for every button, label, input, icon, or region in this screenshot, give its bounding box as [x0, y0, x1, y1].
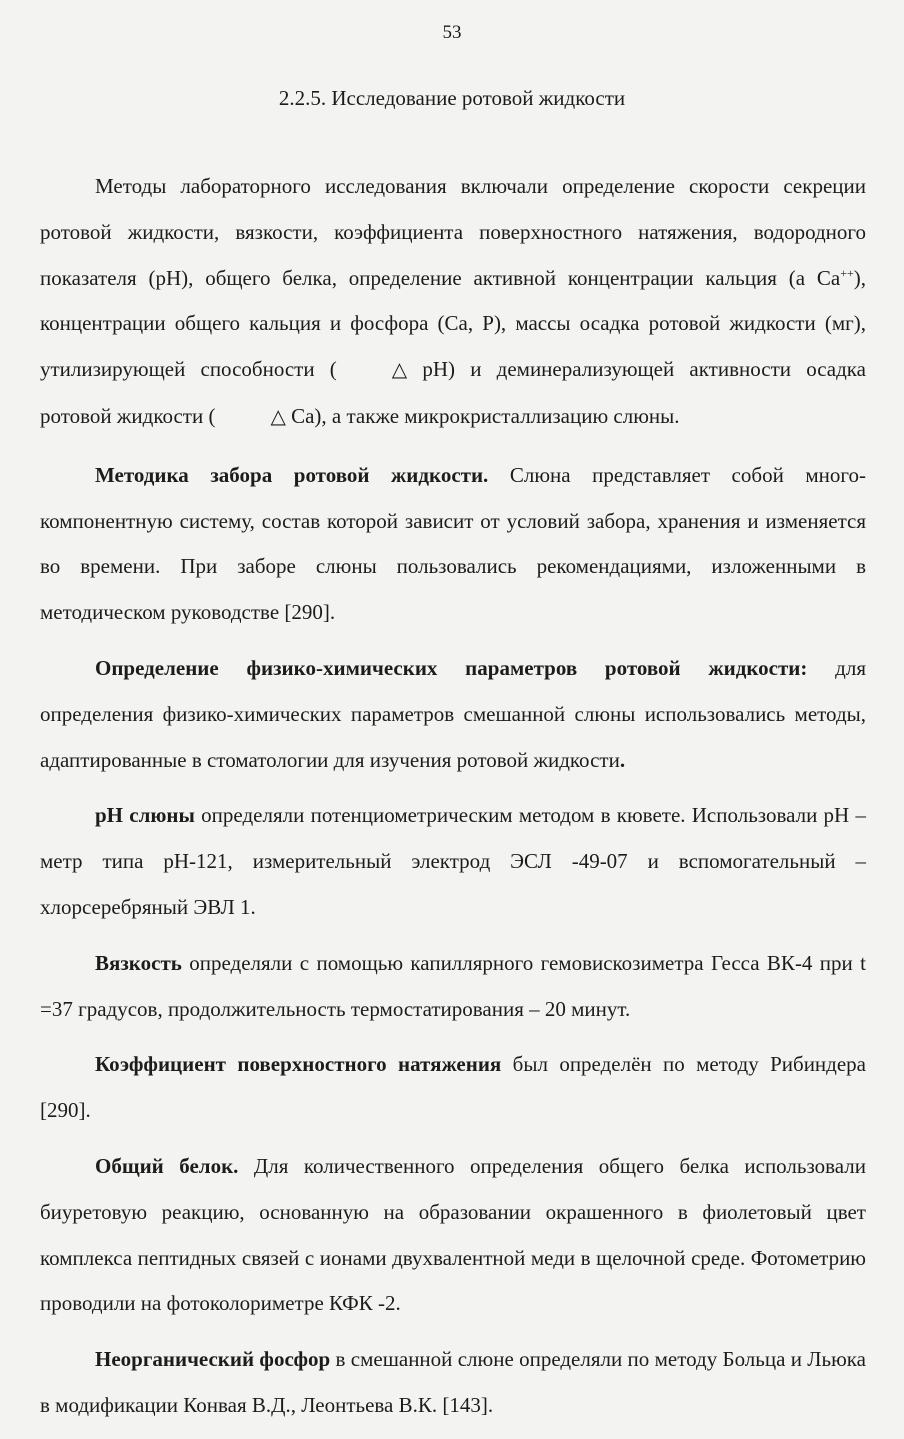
paragraph-heading: Общий белок.: [95, 1153, 239, 1178]
ion-charge: ++: [840, 265, 854, 280]
paragraph-ph: [40, 793, 866, 930]
paragraph-inorganic-phosphorus: [40, 1337, 866, 1429]
paragraph-text: определяли с помощью капиллярного гемовискозиметра Гесса ВК-4 при t =37 градусов, продолжительность термостатирования – 20 минут.: [40, 950, 866, 1021]
paragraph-saliva-collection: [40, 453, 866, 636]
paragraph-text: Ca), а также микрокристаллизацию слюны.: [285, 403, 680, 428]
paragraph-viscosity: [40, 941, 866, 1033]
calcium-symbol: Ca: [805, 265, 841, 290]
paragraph-heading: pH слюны: [95, 803, 195, 828]
paragraph-text: определяли потенциометрическим методом в кювете. Использовали pH –метр типа pH-121, измерительный электрод ЭСЛ -49-07 и вспомогательный – хлорсеребряный ЭВЛ 1.: [40, 803, 866, 919]
delta-triangle-icon: △: [270, 405, 286, 428]
paragraph-text: для определения физико-химических параметров смешанной слюны использовались методы, адаптированные в стоматологии для изучения ротовой жидкости: [40, 655, 866, 772]
paragraph-text: ), концентрации общего кальция и фосфора (Ca, P), массы осадка ротовой жидкости (мг), утилизирующей способности (: [40, 265, 866, 382]
paragraph-physchem-parameters: [40, 646, 866, 783]
paragraph-text: был определён по методу Рибиндера [290].: [40, 1052, 866, 1123]
paragraph-lab-methods: [40, 164, 866, 441]
body-text: [40, 164, 866, 1439]
paragraph-surface-tension: [40, 1042, 866, 1134]
paragraph-heading: Вязкость: [95, 950, 182, 975]
paragraph-text: pH) и деминерализующей активности осадка ротовой жидкости (: [40, 357, 867, 428]
delta-triangle-icon: △: [391, 359, 408, 382]
paragraph-text: Для количественного определения общего белка использовали биуретовую реакцию, основанную на образовании окрашенного в фиолетовый цвет комплекса пептидных связей с ионами двухвалентной меди в щелочной среде. Фотометрию проводили на фотоколориметре КФК -2.: [40, 1153, 866, 1316]
paragraph-heading: Коэффициент поверхностного натяжения: [95, 1052, 502, 1077]
paragraph-heading: Определение физико-химических параметров ротовой жидкости:: [95, 655, 808, 680]
paragraph-end-mark: .: [619, 747, 626, 772]
paragraph-heading: Неорганический фосфор: [95, 1347, 331, 1372]
paragraph-text: Методы лабораторного исследования включали определение скорости секреции ротовой жидкости, вязкости, коэффициента поверхностного натяжения, водородного показателя (pH), общего белка, определение активной концентрации кальция (: [40, 174, 866, 290]
page-number: 53: [442, 22, 462, 43]
paragraph-text: в смешанной слюне определяли по методу Больца и Льюка в модификации Конвая В.Д., Леонтьева В.К. [143].: [40, 1347, 866, 1417]
section-title: 2.2.5. Исследование ротовой жидкости: [278, 86, 626, 110]
paragraph-total-protein: [40, 1144, 866, 1327]
paragraph-heading: Методика забора ротовой жидкости.: [95, 462, 489, 487]
paragraph-text: Слюна представляет собой многокомпонентную систему, состав которой зависит от условий забора, хранения и изменяется во времени. При заборе слюны пользовались рекомендациями, изложенными в методическом руководстве [290].: [40, 462, 866, 625]
ion-activity-symbol: а: [795, 265, 806, 290]
